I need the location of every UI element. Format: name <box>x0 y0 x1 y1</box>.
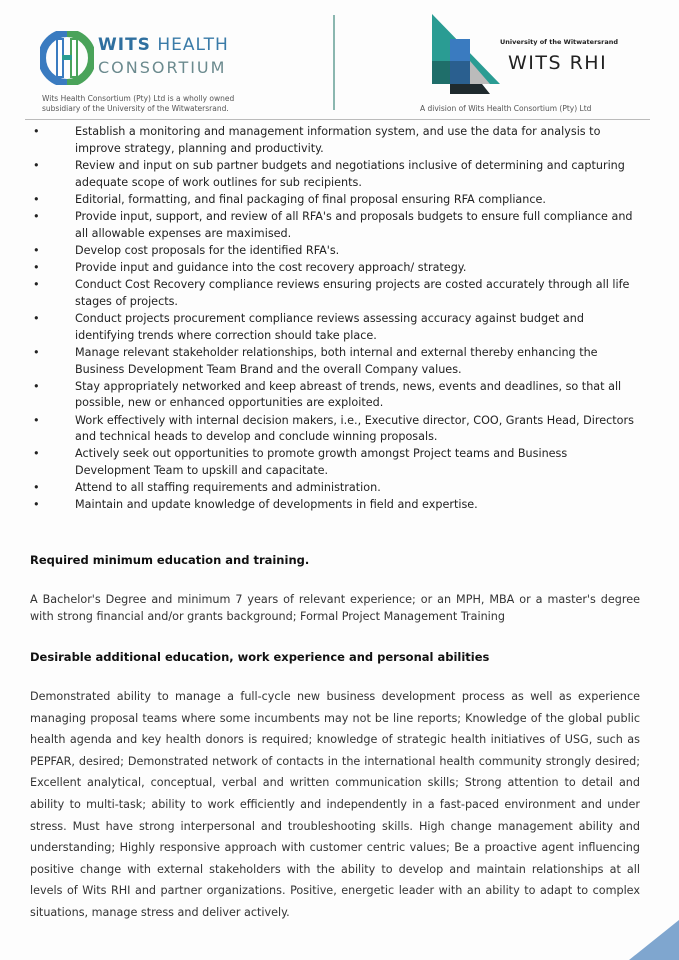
letterhead <box>0 0 679 120</box>
logo-title <box>98 35 229 55</box>
bullet: • <box>33 125 40 138</box>
wits-rhi-logo-icon <box>430 14 500 94</box>
wits-rhi-title: WITS RHI <box>508 52 608 74</box>
duty-text: Editorial, formatting, and final packaging of final proposal ensuring RFA compliance. <box>75 192 546 206</box>
subtitle-line: subsidiary of the University of the Witwatersrand. <box>42 104 229 113</box>
duty-item <box>0 260 679 277</box>
bullet: • <box>33 379 40 393</box>
education-heading: Required minimum education and training. <box>30 553 310 567</box>
duty-item <box>0 209 679 243</box>
bullet: • <box>33 498 40 512</box>
duties-list <box>0 124 679 514</box>
university-label: University of the Witwatersrand <box>500 38 619 46</box>
duty-text: Manage relevant stakeholder relationships, both internal and external thereby enhancing the Business Development Team Brand and the overall Company values. <box>75 345 598 376</box>
desirable-heading: Desirable additional education, work experience and personal abilities <box>30 650 490 664</box>
divider <box>333 15 335 110</box>
corner-decoration-icon <box>619 920 679 960</box>
bullet: • <box>33 243 40 257</box>
duty-text: Work effectively with internal decision makers, i.e., Executive director, COO, Grants Head, Directors and technical heads to develop and conclude winning proposals. <box>75 413 634 444</box>
duty-text: Maintain and update knowledge of developments in field and expertise. <box>75 498 478 512</box>
duty-text: Conduct Cost Recovery compliance reviews ensuring projects are costed accurately through all life stages of projects. <box>75 277 630 308</box>
bullet: • <box>33 481 40 495</box>
bullet: • <box>33 447 40 461</box>
logo-line2: CONSORTIUM <box>98 58 227 77</box>
duty-item <box>0 446 679 480</box>
logo-subtitle <box>42 94 234 114</box>
division-label: A division of Wits Health Consortium (Pty) Ltd <box>420 104 592 113</box>
bullet: • <box>33 260 40 274</box>
duty-text: Actively seek out opportunities to promote growth amongst Project teams and Business Development Team to upskill and capacitate. <box>75 447 568 478</box>
logo-bold: WITS <box>98 35 151 55</box>
duty-text: Develop cost proposals for the identified RFA's. <box>75 243 340 257</box>
duty-text: Conduct projects procurement compliance reviews assessing accuracy against budget and identifying trends where correction should take place. <box>75 311 584 342</box>
bullet: • <box>33 192 40 206</box>
bullet: • <box>33 311 40 325</box>
duty-item <box>0 124 679 158</box>
duty-text: Establish a monitoring and management information system, and use the data for analysis to improve strategy, planning and productivity. <box>75 125 601 155</box>
duty-item <box>0 480 679 497</box>
duty-text: Provide input and guidance into the cost recovery approach/ strategy. <box>75 260 467 274</box>
duty-item <box>0 243 679 260</box>
duty-item <box>0 311 679 345</box>
duty-item <box>0 277 679 311</box>
bullet: • <box>33 158 40 172</box>
duty-item <box>0 158 679 192</box>
education-text: A Bachelor's Degree and minimum 7 years of relevant experience; or an MPH, MBA or a master's degree with strong financial and/or grants background; Formal Project Management Training <box>30 593 640 623</box>
subtitle-line: Wits Health Consortium (Pty) Ltd is a wholly owned <box>42 94 235 103</box>
duty-text: Attend to all staffing requirements and administration. <box>75 481 381 495</box>
desirable-text: Demonstrated ability to manage a full-cycle new business development process as well as experience managing proposal teams where some incumbents may not be line reports; Knowledge of the global public health agenda and key health donors is required; knowledge of strategic health initiatives of USG, such as PEPFAR, desired; Demonstrated network of contacts in the international health community strongly desired; Excellent analytical, conceptual, verbal and written communication skills; Strong attention to detail and ability to multi-task; ability to work efficiently and independently in a fast-paced environment and under stress. Must have strong interpersonal and troubleshooting skills. High change management ability and understanding; Highly responsive approach with customer centric values; Be a proactive agent influencing positive change with external stakeholders with the ability to develop and maintain relationships at all levels of Wits RHI and partner organizations. Positive, energetic leader with an ability to adapt to complex situations, manage stress and deliver actively. <box>30 690 640 919</box>
duty-text: Review and input on sub partner budgets and negotiations inclusive of determining and capturing adequate scope of work outlines for sub recipients. <box>75 158 625 189</box>
duty-text: Stay appropriately networked and keep abreast of trends, news, events and deadlines, so that all possible, new or enhanced opportunities are exploited. <box>75 379 622 410</box>
wits-health-consortium-logo-icon <box>40 31 94 85</box>
duty-item <box>0 192 679 209</box>
logo-rest: HEALTH <box>157 35 229 55</box>
bullet: • <box>33 277 40 291</box>
duty-text: Provide input, support, and review of all RFA's and proposals budgets to ensure full compliance and all allowable expenses are maximised. <box>75 209 633 240</box>
duty-item <box>0 413 679 447</box>
duty-item <box>0 379 679 413</box>
header-rule <box>25 119 650 120</box>
bullet: • <box>33 413 40 427</box>
duty-item <box>0 345 679 379</box>
bullet: • <box>33 345 40 359</box>
bullet: • <box>33 209 40 223</box>
duty-item <box>0 497 679 514</box>
